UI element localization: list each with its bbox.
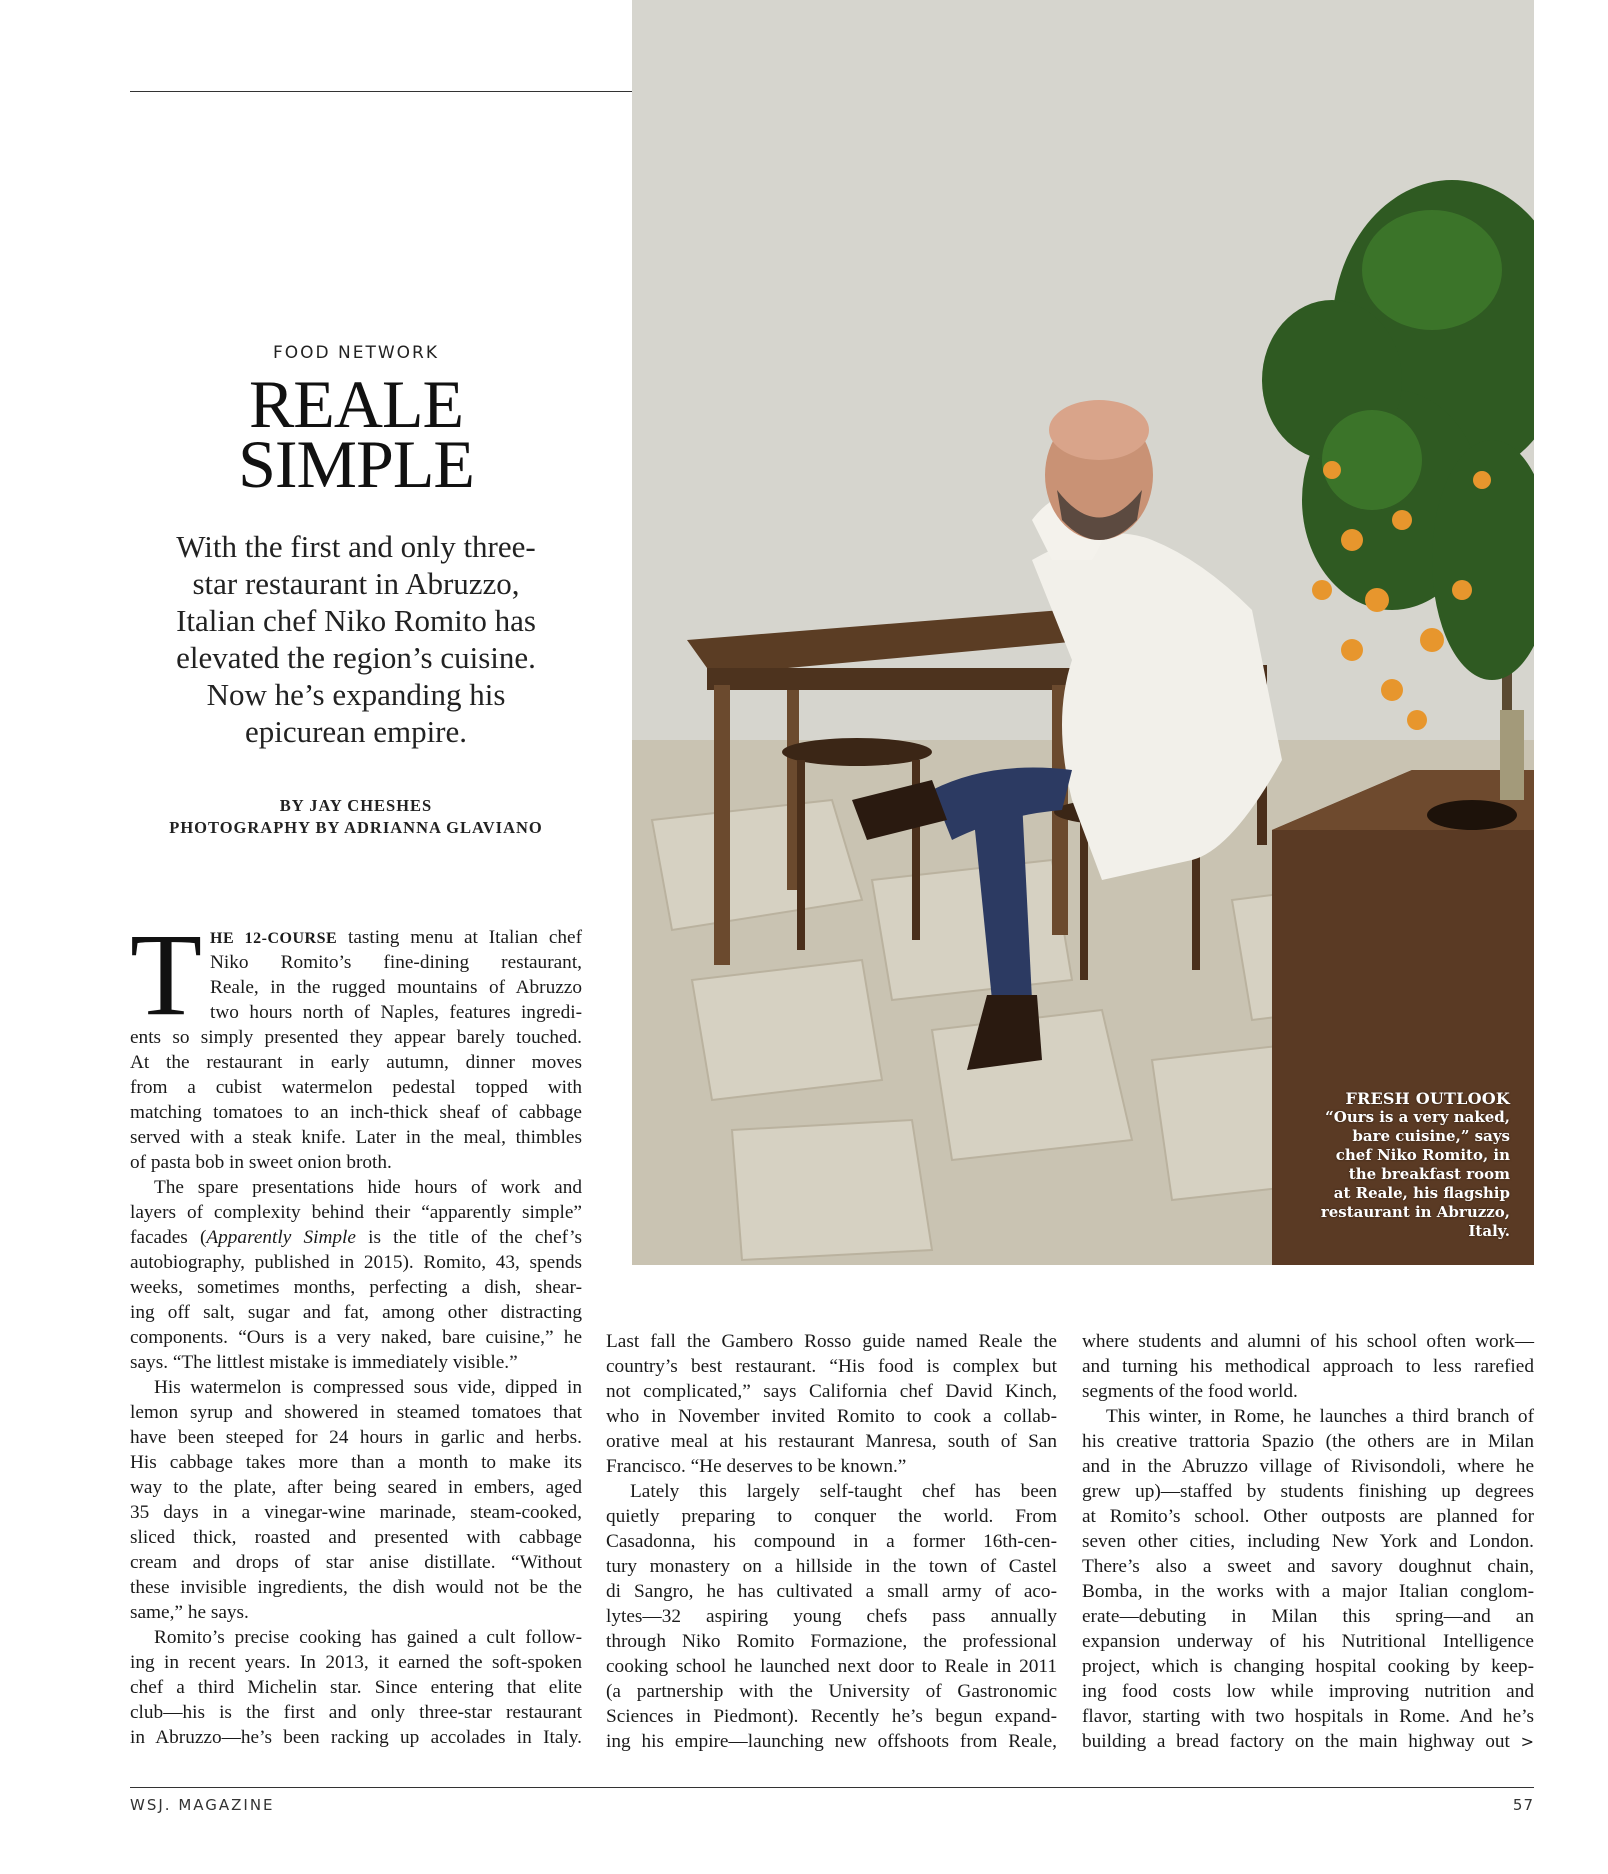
- caption-line: bare cuisine,” says: [1352, 1127, 1510, 1145]
- photo-illustration: [632, 0, 1534, 1265]
- caption-line: “Ours is a very naked,: [1325, 1108, 1510, 1126]
- body-line: in Abruzzo—he’s been racking up accolades in Italy.: [130, 1727, 582, 1748]
- caption-line: restaurant in Abruzzo,: [1320, 1203, 1510, 1221]
- body-line: same,” he says.: [130, 1602, 249, 1623]
- body-line: from a cubist watermelon pedestal topped with: [130, 1077, 582, 1098]
- body-line: layers of complexity behind their “apparently simple”: [130, 1202, 582, 1223]
- continue-arrow-icon: >: [1520, 1732, 1534, 1751]
- body-line: at Romito’s school. Other outposts are planned for: [1082, 1506, 1534, 1527]
- body-line: Francisco. “He deserves to be known.”: [606, 1456, 907, 1477]
- body-line: At the restaurant in early autumn, dinner moves: [130, 1052, 582, 1073]
- body-line: these invisible ingredients, the dish would not be the: [130, 1577, 582, 1598]
- caption-line: Italy.: [1468, 1222, 1510, 1240]
- body-line: erate—debuting in Milan this spring—and an: [1082, 1606, 1534, 1627]
- drop-cap: T: [130, 909, 203, 1040]
- body-line: where students and alumni of his school often work—: [1082, 1331, 1534, 1352]
- body-line: of pasta bob in sweet onion broth.: [130, 1152, 392, 1173]
- body-line: building a bread factory on the main highway out >: [1082, 1731, 1534, 1752]
- headline-line: REALE: [248, 366, 464, 442]
- body-line: country’s best restaurant. “His food is complex but: [606, 1356, 1057, 1377]
- body-line: ing off salt, sugar and fat, among other distracting: [130, 1302, 582, 1323]
- top-rule: [130, 91, 632, 92]
- body-line: ing food costs low while improving nutrition and: [1082, 1681, 1534, 1702]
- body-line: Bomba, in the works with a major Italian conglom-: [1082, 1581, 1534, 1602]
- body-line: facades (Apparently Simple is the title of the chef’s: [130, 1227, 582, 1248]
- lead-in: HE 12-COURSE: [210, 930, 338, 947]
- body-line: This winter, in Rome, he launches a third branch of: [1106, 1406, 1534, 1427]
- body-line: sliced thick, roasted and presented with cabbage: [130, 1527, 582, 1548]
- body-line: not complicated,” says California chef David Kinch,: [606, 1381, 1057, 1402]
- dek-line: Italian chef Niko Romito has: [176, 603, 536, 638]
- body-line: lemon syrup and showered in steamed tomatoes that: [130, 1402, 582, 1423]
- body-line: autobiography, published in 2015). Romito, 43, spends: [130, 1252, 582, 1273]
- chef-portrait-photo: [632, 0, 1534, 1265]
- body-line: chef a third Michelin star. Since entering that elite: [130, 1677, 582, 1698]
- body-line: His watermelon is compressed sous vide, dipped in: [154, 1377, 582, 1398]
- byline-photographer: PHOTOGRAPHY BY ADRIANNA GLAVIANO: [169, 818, 543, 837]
- body-line: seven other cities, including New York and London.: [1082, 1531, 1534, 1552]
- body-line: Reale, in the rugged mountains of Abruzzo: [210, 977, 582, 998]
- dek-line: elevated the region’s cuisine.: [176, 640, 536, 675]
- body-line: Casadonna, his compound in a former 16th-cen-: [606, 1531, 1057, 1552]
- body-line: have been steeped for 24 hours in garlic and herbs.: [130, 1427, 582, 1448]
- body-line: cream and drops of star anise distillate. “Without: [130, 1552, 582, 1573]
- body-line: served with a steak knife. Later in the meal, thimbles: [130, 1127, 582, 1148]
- body-line: and in the Abruzzo village of Rivisondoli, where he: [1082, 1456, 1534, 1477]
- publication-name: WSJ. MAGAZINE: [130, 1796, 275, 1814]
- body-line: project, which is changing hospital cooking by keep-: [1082, 1656, 1534, 1677]
- body-line: 35 days in a vinegar-wine marinade, steam-cooked,: [130, 1502, 582, 1523]
- body-line: Sciences in Piedmont). Recently he’s begun expand-: [606, 1706, 1057, 1727]
- body-line: tury monastery on a hillside in the town of Castel: [606, 1556, 1057, 1577]
- footer-rule: [130, 1787, 1534, 1788]
- body-line: There’s also a sweet and savory doughnut chain,: [1082, 1556, 1534, 1577]
- body-line: His cabbage takes more than a month to make its: [130, 1452, 582, 1473]
- body-line: two hours north of Naples, features ingredi-: [210, 1002, 582, 1023]
- caption-title: FRESH OUTLOOK: [1345, 1089, 1510, 1108]
- body-line: Romito’s precise cooking has gained a cult follow-: [154, 1627, 582, 1648]
- byline: [130, 795, 582, 839]
- body-line: cooking school he launched next door to Reale in 2011: [606, 1656, 1057, 1677]
- body-line: di Sangro, he has cultivated a small army of aco-: [606, 1581, 1057, 1602]
- body-line: segments of the food world.: [1082, 1381, 1298, 1402]
- caption-line: the breakfast room: [1348, 1165, 1510, 1183]
- body-line: Last fall the Gambero Rosso guide named Reale the: [606, 1331, 1057, 1352]
- caption-line: at Reale, his flagship: [1333, 1184, 1510, 1202]
- body-line: orative meal at his restaurant Manresa, south of San: [606, 1431, 1057, 1452]
- body-line: ents so simply presented they appear barely touched.: [130, 1027, 582, 1048]
- dek-line: Now he’s expanding his: [206, 677, 506, 712]
- body-column-3: [1082, 1329, 1534, 1754]
- body-line: who in November invited Romito to cook a collab-: [606, 1406, 1057, 1427]
- body-line: says. “The littlest mistake is immediately visible.”: [130, 1352, 518, 1373]
- book-title: Apparently Simple: [206, 1227, 356, 1248]
- dek-line: epicurean empire.: [244, 714, 468, 749]
- body-line: club—his is the first and only three-star restaurant: [130, 1702, 582, 1723]
- body-line: components. “Ours is a very naked, bare cuisine,” he: [130, 1327, 582, 1348]
- body-line: matching tomatoes to an inch-thick sheaf of cabbage: [130, 1102, 582, 1123]
- body-line: his creative trattoria Spazio (the others are in Milan: [1082, 1431, 1534, 1452]
- body-column-1: [130, 909, 582, 1750]
- headline-line: SIMPLE: [238, 426, 474, 502]
- dek-line: star restaurant in Abruzzo,: [192, 566, 520, 601]
- body-line: flavor, starting with two hospitals in Rome. And he’s: [1082, 1706, 1534, 1727]
- body-line: ing in recent years. In 2013, it earned the soft-spoken: [130, 1652, 582, 1673]
- page-number: 57: [1512, 1796, 1534, 1814]
- body-line: HE 12-COURSE tasting menu at Italian chef: [210, 927, 582, 948]
- body-line: ing his empire—launching new offshoots from Reale,: [606, 1731, 1057, 1752]
- dek: [150, 528, 562, 750]
- body-column-2: [606, 1329, 1057, 1754]
- byline-author: BY JAY CHESHES: [279, 796, 433, 815]
- headline: [130, 366, 582, 502]
- body-line: grew up)—staffed by students finishing up degrees: [1082, 1481, 1534, 1502]
- body-line: Niko Romito’s fine-dining restaurant,: [210, 952, 582, 973]
- body-line: expansion underway of his Nutritional Intelligence: [1082, 1631, 1534, 1652]
- body-line: and turning his methodical approach to less rarefied: [1082, 1356, 1534, 1377]
- caption-line: chef Niko Romito, in: [1335, 1146, 1510, 1164]
- body-line: way to the plate, after being seared in embers, aged: [130, 1477, 582, 1498]
- body-line: quietly preparing to conquer the world. From: [606, 1506, 1057, 1527]
- body-line: The spare presentations hide hours of work and: [154, 1177, 582, 1198]
- body-line: Lately this largely self-taught chef has been: [630, 1481, 1057, 1502]
- photo-caption: [1310, 1089, 1510, 1241]
- dek-line: With the first and only three-: [176, 529, 536, 564]
- body-line: lytes—32 aspiring young chefs pass annually: [606, 1606, 1057, 1627]
- body-line: through Niko Romito Formazione, the professional: [606, 1631, 1057, 1652]
- body-line: (a partnership with the University of Gastronomic: [606, 1681, 1057, 1702]
- body-line: weeks, sometimes months, perfecting a dish, shear-: [130, 1277, 582, 1298]
- section-kicker: FOOD NETWORK: [272, 343, 440, 363]
